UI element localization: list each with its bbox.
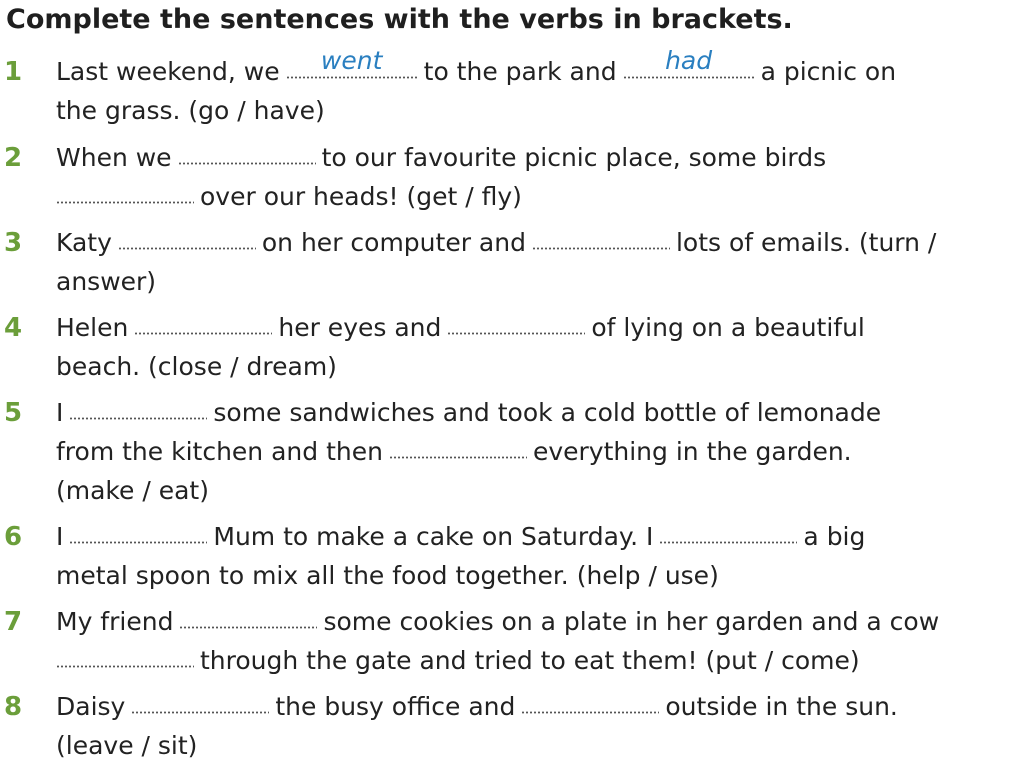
sentence-text: I <box>56 398 64 427</box>
sentence-text: (make / eat) <box>56 476 209 505</box>
answer-blank[interactable] <box>521 687 659 717</box>
exercise-title: Complete the sentences with the verbs in brackets. <box>6 4 793 35</box>
item-line <box>56 432 852 472</box>
sentence-text: lots of emails. (turn / <box>675 228 937 257</box>
item-number: 5 <box>4 398 23 428</box>
answer-blank[interactable] <box>118 223 256 253</box>
sentence-text: Helen <box>56 313 129 342</box>
item-line <box>56 726 197 766</box>
sentence-text: When we <box>56 143 172 172</box>
answer-blank[interactable] <box>134 308 272 338</box>
item-line <box>56 46 897 92</box>
answer-blank[interactable] <box>389 432 527 462</box>
item-line <box>56 91 325 131</box>
sentence-text: Mum to make a cake on Saturday. I <box>213 522 654 551</box>
sentence-text: I <box>56 522 64 551</box>
sentence-text: her eyes and <box>278 313 442 342</box>
answer-blank[interactable] <box>178 138 316 168</box>
item-number: 1 <box>4 57 23 87</box>
item-number: 2 <box>4 143 23 173</box>
item-line <box>56 223 936 263</box>
sentence-text: Last weekend, we <box>56 57 280 86</box>
sentence-text: Daisy <box>56 692 126 721</box>
sentence-text: beach. (close / dream) <box>56 352 337 381</box>
sentence-text: on her computer and <box>261 228 526 257</box>
sentence-text: My friend <box>56 607 174 636</box>
sentence-text: the grass. (go / have) <box>56 96 325 125</box>
answer-blank[interactable] <box>286 46 418 82</box>
sentence-text: a big <box>803 522 866 551</box>
sentence-text: of lying on a beautiful <box>591 313 865 342</box>
sentence-text: through the gate and tried to eat them! (put / come) <box>200 646 860 675</box>
answer-blank[interactable] <box>131 687 269 717</box>
sentence-text: to the park and <box>423 57 617 86</box>
item-line <box>56 262 156 302</box>
answer-blank[interactable] <box>447 308 585 338</box>
item-number: 6 <box>4 522 23 552</box>
sentence-text: metal spoon to mix all the food together. (help / use) <box>56 561 719 590</box>
item-line <box>56 393 881 433</box>
answer-blank[interactable] <box>56 177 194 207</box>
item-number: 3 <box>4 228 23 258</box>
handwritten-answer: went <box>320 46 383 75</box>
item-number: 4 <box>4 313 23 343</box>
answer-blank[interactable] <box>623 46 755 82</box>
item-line <box>56 177 522 217</box>
answer-blank[interactable] <box>69 517 207 547</box>
sentence-text: everything in the garden. <box>532 437 852 466</box>
sentence-text: to our favourite picnic place, some birds <box>321 143 827 172</box>
sentence-text: a picnic on <box>760 57 897 86</box>
item-line <box>56 308 865 348</box>
item-line <box>56 641 860 681</box>
sentence-text: some sandwiches and took a cold bottle of lemonade <box>213 398 882 427</box>
item-line <box>56 517 865 557</box>
item-line <box>56 138 826 178</box>
handwritten-answer: had <box>665 46 713 75</box>
item-line <box>56 687 898 727</box>
item-line <box>56 602 939 642</box>
answer-blank[interactable] <box>69 393 207 423</box>
sentence-text: outside in the sun. <box>665 692 898 721</box>
item-line <box>56 347 337 387</box>
sentence-text: over our heads! (get / fly) <box>200 182 522 211</box>
sentence-text: Katy <box>56 228 112 257</box>
item-number: 7 <box>4 607 23 637</box>
sentence-text: answer) <box>56 267 157 296</box>
answer-blank[interactable] <box>56 641 194 671</box>
sentence-text: the busy office and <box>275 692 516 721</box>
sentence-text: from the kitchen and then <box>56 437 383 466</box>
answer-blank[interactable] <box>179 602 317 632</box>
sentence-text: (leave / sit) <box>56 731 198 760</box>
item-line <box>56 556 719 596</box>
sentence-text: some cookies on a plate in her garden and a cow <box>323 607 940 636</box>
answer-blank[interactable] <box>532 223 670 253</box>
answer-blank[interactable] <box>659 517 797 547</box>
item-number: 8 <box>4 692 23 722</box>
item-line <box>56 471 209 511</box>
